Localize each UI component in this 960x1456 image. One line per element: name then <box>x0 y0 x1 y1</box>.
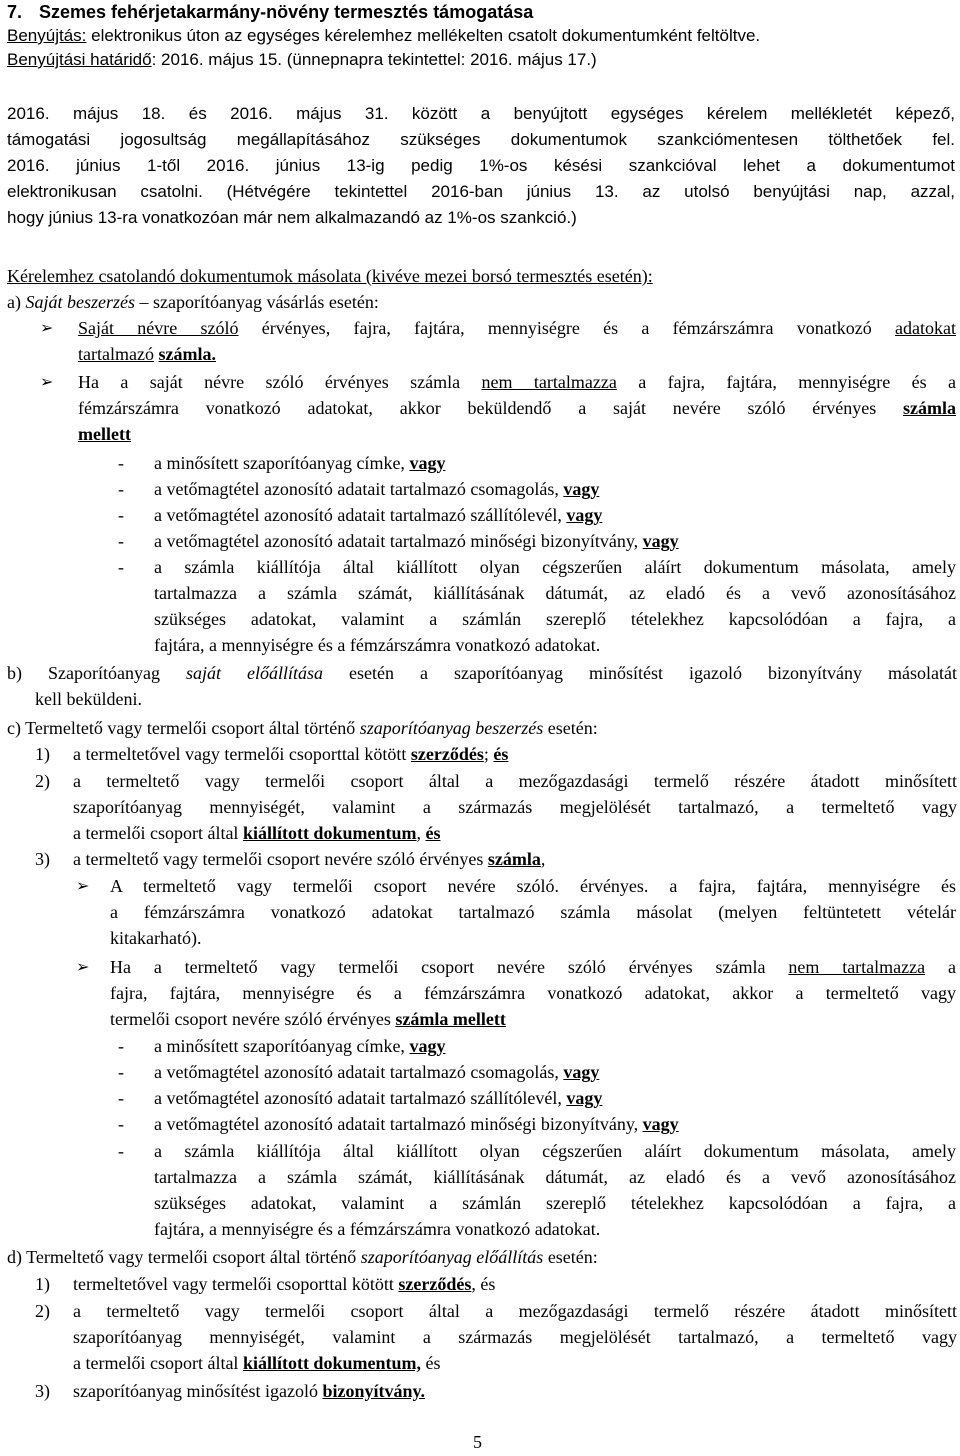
c-2-line-2: szaporítóanyag mennyiségét, valamint a származás megjelölését tartalmazó, a termeltető vagy <box>73 797 957 817</box>
a-b1-text-1: érvényes, fajra, fajtára, mennyiségre és a fémzárszámra vonatkozó <box>238 318 896 338</box>
list-item: - a minősített szaporítóanyag címke, vagy <box>118 453 446 473</box>
d-item-2 <box>35 1298 957 1376</box>
a-b1-underline-2: adatokat <box>895 318 956 338</box>
c-arrow-1-line-2: a fémzárszámra vonatkozó adatokat tartalmazó számla másolat (melyen feltüntetett vételár <box>110 902 956 922</box>
d-3-text: szaporítóanyag minősítést igazoló <box>73 1381 323 1401</box>
deadline-line <box>7 48 597 72</box>
item-a-heading <box>7 289 379 315</box>
c-1-sep: ; <box>483 744 494 764</box>
a-b2-text-2: a fajra, fajtára, mennyiségre és a <box>616 372 956 392</box>
item-d-prefix: d) Termeltető vagy termelői csoport által történő <box>7 1247 361 1267</box>
dash-vagy: vagy <box>566 505 603 525</box>
a-b2-bold-2: mellett <box>78 424 131 444</box>
intro-line-2: támogatási jogosultság megállapításához szükséges dokumentumok szankciómentesen tölthetőek fel. <box>7 130 955 149</box>
item-a-prefix: a) <box>7 292 26 312</box>
dash-text: a vetőmagtétel azonosító adatait tartalmazó szállítólevél, <box>154 505 567 525</box>
a-b2-line-2: fémzárszámra vonatkozó adatokat, akkor beküldendő a saját nevére szóló érvényes <box>78 398 903 418</box>
intro-line-3: 2016. június 1-től 2016. június 13-ig pedig 1%-os késési szankcióval lehet a dokumentumot <box>7 156 955 175</box>
item-b-line-2: kell beküldeni. <box>35 689 142 709</box>
docs-heading: Kérelemhez csatolandó dokumentumok másolata (kivéve mezei borsó termesztés esetén): <box>7 266 653 286</box>
d-2-bold: kiállított dokumentum, <box>242 1353 421 1373</box>
c-arrow-2-line-3: termelői csoport nevére szóló érvényes <box>110 1009 396 1029</box>
dash-vagy: vagy <box>642 1114 679 1134</box>
c-2-line-3: a termelői csoport által <box>73 823 243 843</box>
dash-vagy: vagy <box>409 453 446 473</box>
arrow-bullet-icon: ➢ <box>40 374 54 391</box>
d-item-3 <box>35 1378 425 1404</box>
dash-vagy: vagy <box>563 1062 600 1082</box>
c-num-3: 3) <box>35 849 50 869</box>
c-arrow-2-end: a <box>925 957 956 977</box>
dash-5-line-2: tartalmazza a számla számát, kiállításának dátumát, az eladó és a vevő azonosításához <box>154 583 956 603</box>
intro-line-1: 2016. május 18. és 2016. május 31. között a benyújtott egységes kérelem mellékletét képező, <box>7 104 955 123</box>
submission-line <box>7 24 760 48</box>
dash-5-line-3: szükséges adatokat, valamint a számlán szereplő tételekhez kapcsolódóan a fajra, a <box>154 1193 956 1213</box>
dash-text: a minősített szaporítóanyag címke, <box>154 453 410 473</box>
item-d-rest: esetén: <box>543 1247 598 1267</box>
dash-vagy: vagy <box>566 1088 603 1108</box>
list-item: - a számla kiállítója által kiállított olyan cégszerűen aláírt dokumentum másolata, amely tartalmazza a számla számát, kiállításának dátumát, az eladó és a vevő azonosításához szükséges adatokat, valamint a számlán szereplő tételekhez kapcsolódóan a fajra, a fajtára, a mennyiségre és a fémzárszámra vonatkozó adatokat. <box>118 554 956 658</box>
submission-text: elektronikus úton az egységes kérelemhez mellékelten csatolt dokumentumként feltöltve. <box>86 26 761 45</box>
c-arrow-2-bold: számla mellett <box>395 1009 506 1029</box>
item-b-italic: saját előállítása <box>186 663 324 683</box>
d-num-2: 2) <box>35 1301 50 1321</box>
d-2-line-3: a termelői csoport által <box>73 1353 243 1373</box>
list-item: - a vetőmagtétel azonosító adatait tartalmazó minőségi bizonyítvány, vagy <box>118 1114 679 1134</box>
dash-5-line-2: tartalmazza a számla számát, kiállításának dátumát, az eladó és a vevő azonosításához <box>154 1167 956 1187</box>
c-arrow-1 <box>110 873 956 951</box>
c-item-2 <box>35 768 957 846</box>
item-a-rest: – szaporítóanyag vásárlás esetén: <box>134 292 379 312</box>
item-a-italic: Saját beszerzés <box>25 292 135 312</box>
d-1-text: termeltetővel vagy termelői csoporttal kötött <box>73 1274 399 1294</box>
c-num-2: 2) <box>35 771 50 791</box>
a-b2-bold-1: számla <box>903 398 956 418</box>
dash-vagy: vagy <box>642 531 679 551</box>
c-3-end: , <box>540 849 546 869</box>
list-item: - a vetőmagtétel azonosító adatait tartalmazó csomagolás, vagy <box>118 479 600 499</box>
d-2-end: és <box>420 1353 441 1373</box>
dash-text: a vetőmagtétel azonosító adatait tartalmazó szállítólevél, <box>154 1088 567 1108</box>
c-1-es: és <box>493 744 509 764</box>
arrow-bullet-icon: ➢ <box>76 878 90 895</box>
c-num-1: 1) <box>35 744 50 764</box>
item-d-heading <box>7 1244 598 1270</box>
page-number: 5 <box>473 1432 482 1452</box>
dash-text: a vetőmagtétel azonosító adatait tartalmazó csomagolás, <box>154 479 564 499</box>
a-b1-bold-underline: számla. <box>158 344 216 364</box>
dash-vagy: vagy <box>409 1036 446 1056</box>
item-b <box>7 660 957 712</box>
c-arrow-2-text: Ha a termeltető vagy termelői csoport nevére szóló érvényes számla <box>110 957 789 977</box>
d-2-line-1: a termeltető vagy termelői csoport által a mezőgazdasági termelő részére átadott minősített <box>73 1301 957 1321</box>
list-item: - a vetőmagtétel azonosító adatait tartalmazó szállítólevél, vagy <box>118 505 603 525</box>
section-number: 7. <box>7 2 23 22</box>
dash-5-line-4: fajtára, a mennyiségre és a fémzárszámra vonatkozó adatokat. <box>154 1219 601 1239</box>
c-2-es: és <box>425 823 441 843</box>
deadline-text: : 2016. május 15. (ünnepnapra tekintettel: 2016. május 17.) <box>151 50 597 69</box>
c-item-3 <box>35 846 545 872</box>
dash-5-line-3: szükséges adatokat, valamint a számlán szereplő tételekhez kapcsolódóan a fajra, a <box>154 609 956 629</box>
item-c-heading <box>7 715 598 741</box>
c-arrow-2-underline: nem tartalmazza <box>788 957 926 977</box>
dash-text: a vetőmagtétel azonosító adatait tartalmazó minőségi bizonyítvány, <box>154 1114 643 1134</box>
c-2-line-1: a termeltető vagy termelői csoport által a mezőgazdasági termelő részére átadott minősített <box>73 771 957 791</box>
arrow-bullet-icon: ➢ <box>40 320 54 337</box>
d-3-bold: bizonyítvány. <box>322 1381 425 1401</box>
dash-5-line-1: a számla kiállítója által kiállított olyan cégszerűen aláírt dokumentum másolata, amely <box>154 1141 956 1161</box>
item-d-italic: szaporítóanyag előállítás <box>360 1247 544 1267</box>
c-1-text: a termeltetővel vagy termelői csoporttal kötött <box>73 744 411 764</box>
a-bullet-1 <box>78 315 956 367</box>
section-title: Szemes fehérjetakarmány-növény termesztés támogatása <box>39 2 534 22</box>
list-item: - a vetőmagtétel azonosító adatait tartalmazó szállítólevél, vagy <box>118 1088 603 1108</box>
d-num-1: 1) <box>35 1274 50 1294</box>
dash-text: a vetőmagtétel azonosító adatait tartalmazó csomagolás, <box>154 1062 564 1082</box>
c-arrow-1-line-1: A termeltető vagy termelői csoport nevére szóló. érvényes. a fajra, fajtára, mennyiségre és <box>110 876 956 896</box>
item-c-italic: szaporítóanyag beszerzés <box>359 718 544 738</box>
d-1-bold: szerződés <box>398 1274 472 1294</box>
dash-text: a vetőmagtétel azonosító adatait tartalmazó minőségi bizonyítvány, <box>154 531 643 551</box>
c-2-sep: , <box>416 823 426 843</box>
submission-label: Benyújtás: <box>7 26 87 45</box>
a-b1-underline-1: Saját névre szóló <box>78 318 239 338</box>
item-b-rest: esetén a szaporítóanyag minősítést igazoló bizonyítvány másolatát <box>323 663 957 683</box>
c-3-bold: számla <box>487 849 541 869</box>
dash-5-line-1: a számla kiállítója által kiállított olyan cégszerűen aláírt dokumentum másolata, amely <box>154 557 956 577</box>
arrow-bullet-icon: ➢ <box>76 959 90 976</box>
c-1-bold: szerződés <box>410 744 484 764</box>
dash-vagy: vagy <box>563 479 600 499</box>
a-b2-text-1: Ha a saját névre szóló érvényes számla <box>78 372 482 392</box>
d-item-1 <box>35 1271 495 1297</box>
c-arrow-2-line-2: fajra, fajtára, mennyiségre és a fémzárszámra vonatkozó adatokat, akkor a termeltető vagy <box>110 983 956 1003</box>
c-3-text: a termeltető vagy termelői csoport nevére szóló érvényes <box>73 849 488 869</box>
c-2-bold: kiállított dokumentum <box>242 823 417 843</box>
dash-text: a minősített szaporítóanyag címke, <box>154 1036 410 1056</box>
a-bullet-2 <box>78 369 956 447</box>
c-item-1 <box>35 741 508 767</box>
d-2-line-2: szaporítóanyag mennyiségét, valamint a származás megjelölését tartalmazó, a termeltető vagy <box>73 1327 957 1347</box>
dash-5-line-4: fajtára, a mennyiségre és a fémzárszámra vonatkozó adatokat. <box>154 635 601 655</box>
intro-line-4: elektronikusan csatolni. (Hétvégére tekintettel 2016-ban június 13. az utolsó benyújtási nap, azzal, <box>7 182 955 201</box>
item-b-prefix: b) Szaporítóanyag <box>7 663 186 683</box>
d-num-3: 3) <box>35 1381 50 1401</box>
c-arrow-1-line-3: kitakarható). <box>110 928 202 948</box>
list-item: - a vetőmagtétel azonosító adatait tartalmazó csomagolás, vagy <box>118 1062 600 1082</box>
c-arrow-2 <box>110 954 956 1032</box>
deadline-label: Benyújtási határidő <box>7 50 152 69</box>
section-heading <box>7 0 533 24</box>
item-c-prefix: c) Termeltető vagy termelői csoport által történő <box>7 718 360 738</box>
list-item: - a minősített szaporítóanyag címke, vagy <box>118 1036 446 1056</box>
d-1-end: , és <box>471 1274 496 1294</box>
item-c-rest: esetén: <box>543 718 598 738</box>
list-item: - a vetőmagtétel azonosító adatait tartalmazó minőségi bizonyítvány, vagy <box>118 531 679 551</box>
intro-paragraph <box>7 101 955 231</box>
a-b2-underline: nem tartalmazza <box>481 372 617 392</box>
a-b1-underline-3: tartalmazó <box>78 344 154 364</box>
intro-line-5: hogy június 13-ra vonatkozóan már nem alkalmazandó az 1%-os szankció.) <box>7 208 577 227</box>
list-item: - a számla kiállítója által kiállított olyan cégszerűen aláírt dokumentum másolata, amely tartalmazza a számla számát, kiállításának dátumát, az eladó és a vevő azonosításához szükséges adatokat, valamint a számlán szereplő tételekhez kapcsolódóan a fajra, a fajtára, a mennyiségre és a fémzárszámra vonatkozó adatokat. <box>118 1138 956 1242</box>
